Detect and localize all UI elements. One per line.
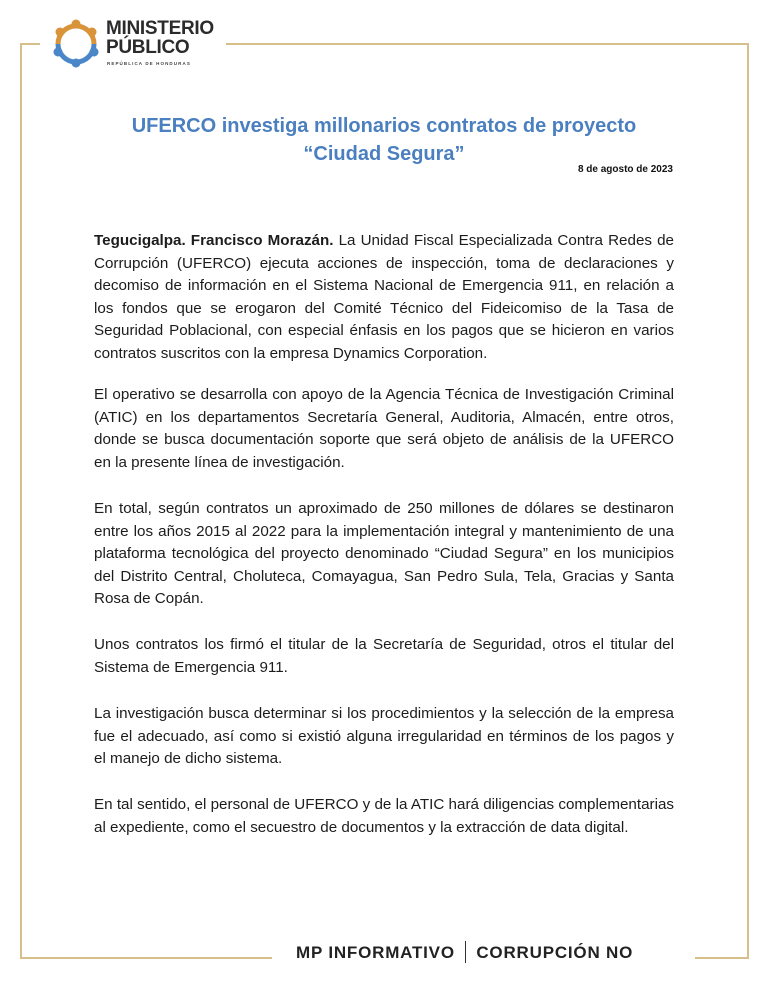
frame-left — [20, 43, 22, 959]
paragraph-1 — [94, 230, 674, 365]
paragraph-3: En total, según contratos un aproximado de 250 millones de dólares se destinaron entre los años 2015 al 2022 para la implementación integral y mantenimiento de una plataforma tecnológica del proyecto denominado “Ciudad Segura” en los municipios del Distrito Central, Choluteca, Comayagua, San Pedro Sula, Tela, Gracias y Santa Rosa de Copán. — [94, 500, 674, 607]
footer-right-text: CORRUPCIÓN NO — [476, 943, 634, 962]
paragraph-1-text: La Unidad Fiscal Especializada Contra Redes de Corrupción (UFERCO) ejecuta acciones de inspección, toma de declaraciones y decomiso de información en el Sistema Nacional de Emergencia 911, en relación a los fondos que se erogaron del Comité Técnico del Fideicomiso de la Tasa de Seguridad Poblacional, con especial énfasis en los pagos que se hicieron en varios contratos suscritos con la empresa Dynamics Corporation. — [94, 232, 674, 362]
frame-right — [747, 43, 749, 959]
paragraph-5: La investigación busca determinar si los procedimientos y la selección de la empresa fue el adecuado, así como si existió alguna irregularidad en términos de los pagos y el manejo de dicho sistema. — [94, 705, 674, 767]
frame-top-left — [20, 43, 40, 45]
footer-tagline — [296, 941, 633, 963]
ministerio-publico-logo — [50, 16, 214, 72]
frame-top-right — [226, 43, 749, 45]
logo-text-line1: MINISTERIO — [106, 18, 214, 39]
article-date: 8 de agosto de 2023 — [577, 164, 673, 175]
dateline: Tegucigalpa. Francisco Morazán. — [94, 232, 334, 249]
frame-bottom-right — [695, 957, 749, 959]
paragraph-2: El operativo se desarrolla con apoyo de la Agencia Técnica de Investigación Criminal (ATIC) en los departamentos Secretaría General, Auditoria, Almacén, entre otros, donde se busca documentación soporte que será objeto de análisis de la UFERCO en la presente línea de investigación. — [94, 386, 674, 471]
footer-left-text: MP INFORMATIVO — [296, 943, 455, 962]
logo-subtitle: REPÚBLICA DE HONDURAS — [107, 61, 191, 66]
frame-bottom-left — [20, 957, 272, 959]
paragraph-4: Unos contratos los firmó el titular de la Secretaría de Seguridad, otros el titular del Sistema de Emergencia 911. — [94, 636, 674, 676]
people-ring-icon — [50, 18, 102, 70]
paragraph-6: En tal sentido, el personal de UFERCO y de la ATIC hará diligencias complementarias al expediente, como el secuestro de documentos y la extracción de data digital. — [94, 796, 674, 836]
article-title-line2: “Ciudad Segura” — [303, 143, 465, 165]
logo-text-line2: PÚBLICO — [106, 37, 190, 58]
footer-divider — [465, 941, 467, 963]
article-title-line1: UFERCO investiga millonarios contratos de proyecto — [131, 115, 637, 137]
